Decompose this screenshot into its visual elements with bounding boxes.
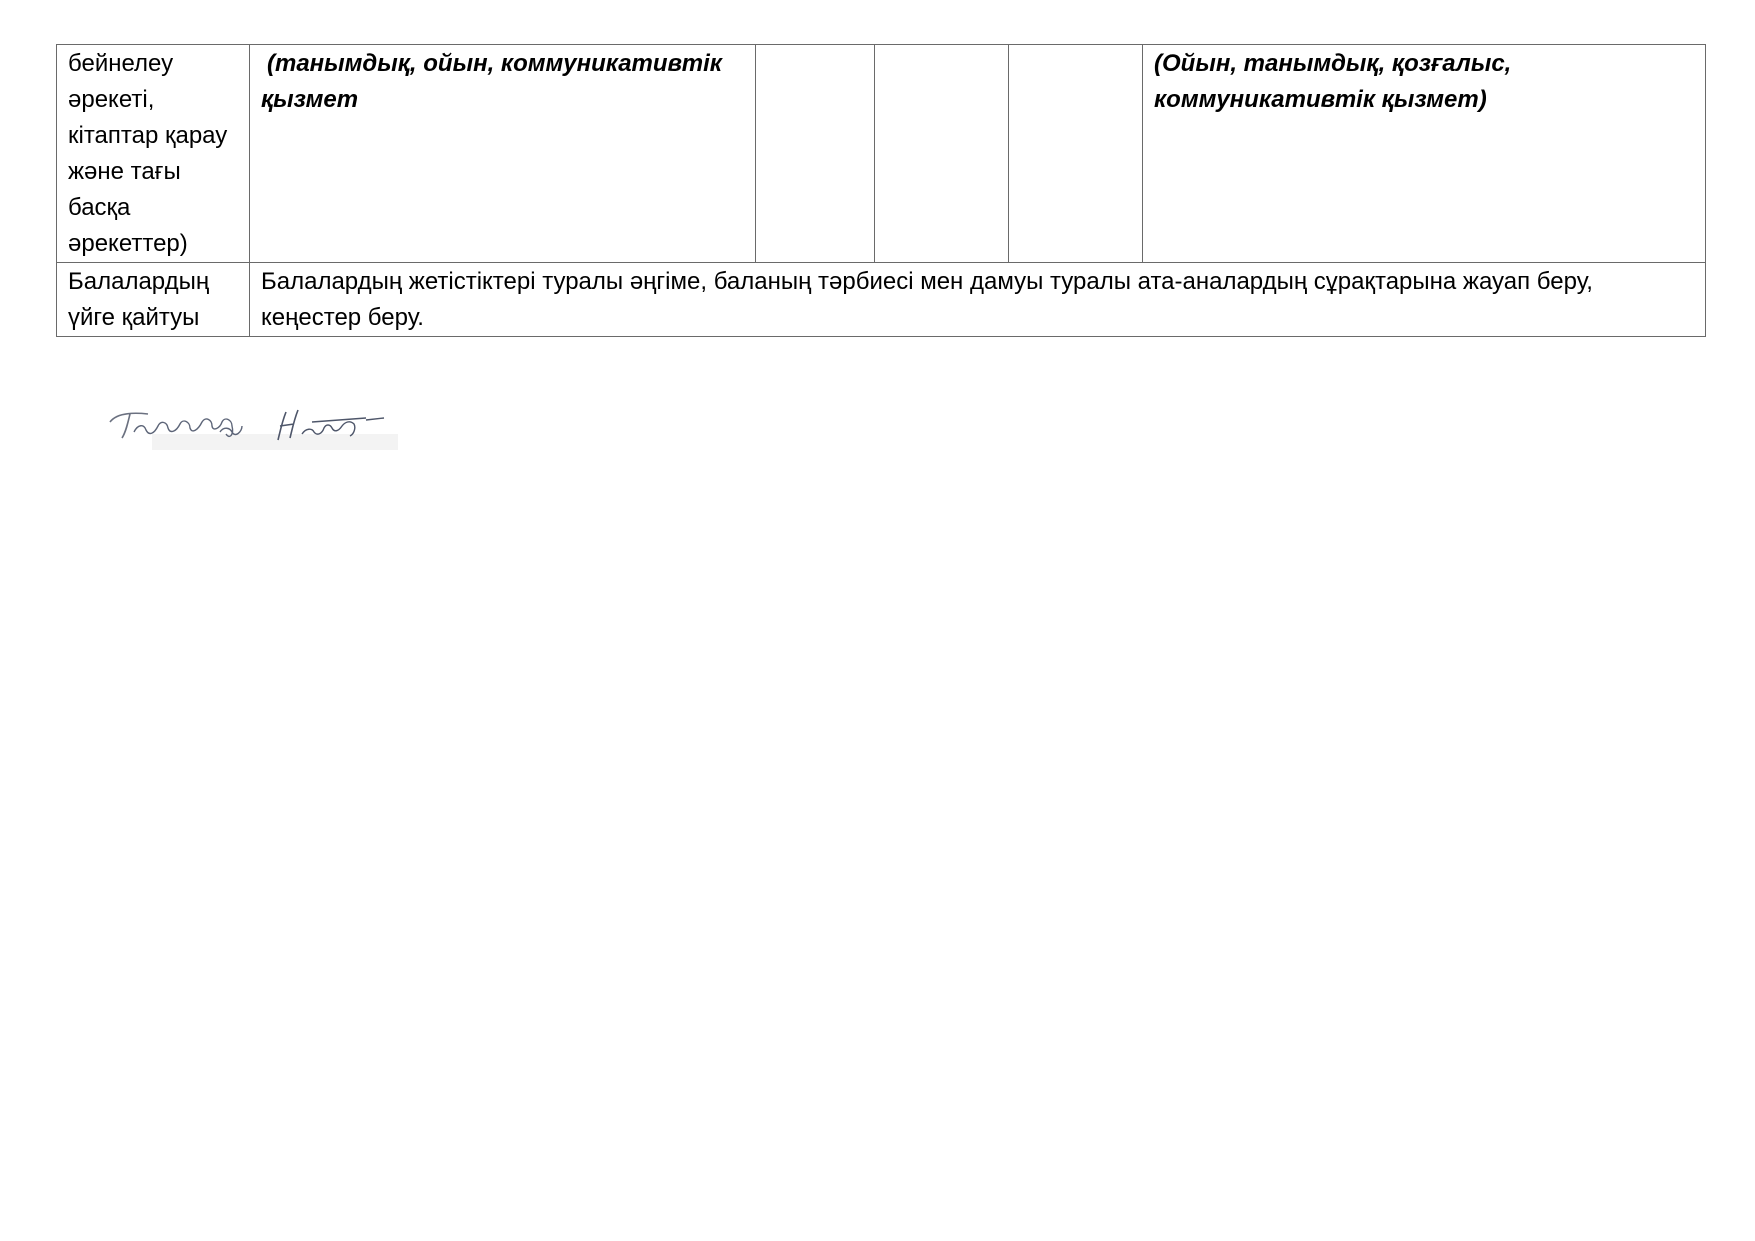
activity-type-text: (Ойын, танымдық, қозғалыс, коммуникативтік қызмет): [1154, 50, 1512, 113]
table-row-going-home: [57, 263, 1706, 337]
cell-thursday-activities: [1009, 45, 1143, 263]
handwritten-signature: [104, 404, 398, 450]
cell-monday-activities: [250, 45, 756, 263]
activity-type-text: (танымдық, ойын, коммуникативтік қызмет: [261, 50, 722, 113]
cell-going-home-description: Балалардың жетістіктері туралы әңгіме, баланың тәрбиесі мен дамуы туралы ата-аналардың сұрақтарына жауап беру, кеңестер беру.: [250, 263, 1706, 337]
daily-plan-table: [56, 44, 1706, 337]
row-label-going-home: Балалардың үйге қайтуы: [57, 263, 250, 337]
cell-friday-activities: [1143, 45, 1706, 263]
cell-wednesday-activities: [875, 45, 1009, 263]
cell-tuesday-activities: [756, 45, 875, 263]
row-label-activities: бейнелеу әрекеті, кітаптар қарау және тағы басқа әрекеттер): [57, 45, 250, 263]
table-row-activities: [57, 45, 1706, 263]
